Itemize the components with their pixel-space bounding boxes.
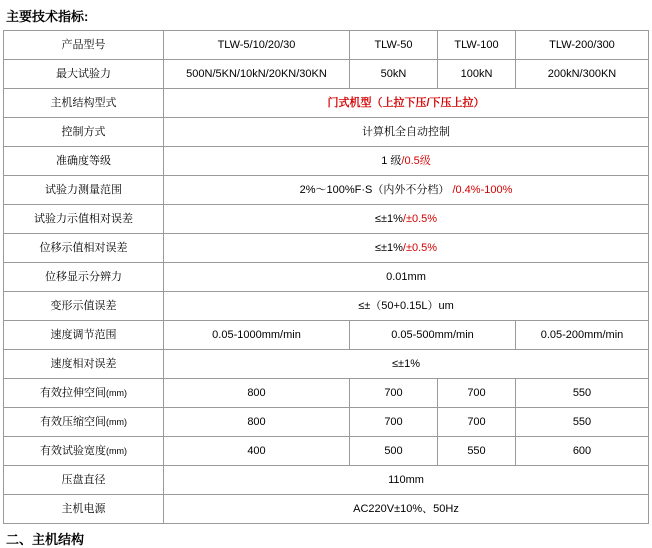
row-label: 位移示值相对误差 (4, 234, 164, 263)
table-row (4, 60, 649, 89)
cell-model-4: TLW-200/300 (516, 31, 649, 60)
table-row (4, 176, 649, 205)
force-range-option: /0.4%-100% (449, 184, 513, 196)
row-label: 速度相对误差 (4, 350, 164, 379)
cell-power-supply: AC220V±10%、50Hz (164, 495, 649, 524)
cell-max-force-3: 100kN (438, 60, 516, 89)
cell-model-3: TLW-100 (438, 31, 516, 60)
cell-test-width-2: 500 (350, 437, 438, 466)
table-row (4, 292, 649, 321)
table-row (4, 466, 649, 495)
cell-platen-diameter: 110mm (164, 466, 649, 495)
table-row (4, 89, 649, 118)
cell-accuracy-class (164, 147, 649, 176)
row-label: 速度调节范围 (4, 321, 164, 350)
cell-speed-rel-error: ≤±1% (164, 350, 649, 379)
cell-speed-range-3: 0.05-200mm/min (516, 321, 649, 350)
cell-tension-space-3: 700 (438, 379, 516, 408)
disp-error-base: ≤±1% (374, 242, 403, 254)
row-label: 变形示值误差 (4, 292, 164, 321)
page-title: 主要技术指标: (6, 9, 89, 24)
cell-model-1: TLW-5/10/20/30 (164, 31, 350, 60)
cell-compression-space-4: 550 (516, 408, 649, 437)
table-row (4, 31, 649, 60)
row-label: 主机结构型式 (4, 89, 164, 118)
row-label: 位移显示分辨力 (4, 263, 164, 292)
cell-max-force-1: 500N/5KN/10kN/20KN/30KN (164, 60, 350, 89)
table-row (4, 263, 649, 292)
row-label: 控制方式 (4, 118, 164, 147)
cell-tension-space-4: 550 (516, 379, 649, 408)
table-row (4, 437, 649, 466)
row-label: 产品型号 (4, 31, 164, 60)
row-label (4, 408, 164, 437)
cell-compression-space-1: 800 (164, 408, 350, 437)
force-error-base: ≤±1% (374, 213, 403, 225)
row-label-text: 有效拉伸空间 (40, 387, 106, 399)
table-row (4, 205, 649, 234)
accuracy-option: /0.5级 (401, 155, 431, 167)
table-row (4, 350, 649, 379)
cell-disp-resolution: 0.01mm (164, 263, 649, 292)
cell-tension-space-1: 800 (164, 379, 350, 408)
force-error-option: /±0.5% (402, 213, 438, 225)
cell-max-force-4: 200kN/300KN (516, 60, 649, 89)
cell-force-range (164, 176, 649, 205)
cell-test-width-1: 400 (164, 437, 350, 466)
row-label (4, 379, 164, 408)
row-label: 主机电源 (4, 495, 164, 524)
cell-model-2: TLW-50 (350, 31, 438, 60)
row-label-unit: (mm) (106, 388, 127, 398)
cell-max-force-2: 50kN (350, 60, 438, 89)
table-row (4, 321, 649, 350)
row-label-unit: (mm) (106, 446, 127, 456)
table-row (4, 495, 649, 524)
row-label: 试验力示值相对误差 (4, 205, 164, 234)
row-label: 准确度等级 (4, 147, 164, 176)
table-row (4, 118, 649, 147)
cell-deformation-error: ≤±（50+0.15L）um (164, 292, 649, 321)
row-label-unit: (mm) (106, 417, 127, 427)
row-label-text: 有效试验宽度 (40, 445, 106, 457)
row-label: 最大试验力 (4, 60, 164, 89)
cell-speed-range-2: 0.05-500mm/min (350, 321, 516, 350)
cell-compression-space-3: 700 (438, 408, 516, 437)
cell-test-width-4: 600 (516, 437, 649, 466)
cell-disp-rel-error (164, 234, 649, 263)
cell-compression-space-2: 700 (350, 408, 438, 437)
force-range-base: 2%～100%F·S（内外不分档） (299, 184, 450, 196)
cell-test-width-3: 550 (438, 437, 516, 466)
row-label: 压盘直径 (4, 466, 164, 495)
cell-control-mode: 计算机全自动控制 (164, 118, 649, 147)
technical-spec-table (3, 30, 649, 524)
disp-error-option: /±0.5% (402, 242, 438, 254)
section-heading-partial: 二、主机结构 (6, 532, 85, 547)
cell-tension-space-2: 700 (350, 379, 438, 408)
row-label-text: 有效压缩空间 (40, 416, 106, 428)
table-row (4, 408, 649, 437)
table-row (4, 147, 649, 176)
table-row (4, 379, 649, 408)
table-row (4, 234, 649, 263)
cell-speed-range-1: 0.05-1000mm/min (164, 321, 350, 350)
accuracy-base: 1 级 (381, 155, 402, 167)
cell-force-rel-error (164, 205, 649, 234)
cell-structure-type: 门式机型（上拉下压/下压上拉） (164, 89, 649, 118)
row-label (4, 437, 164, 466)
row-label: 试验力测量范围 (4, 176, 164, 205)
